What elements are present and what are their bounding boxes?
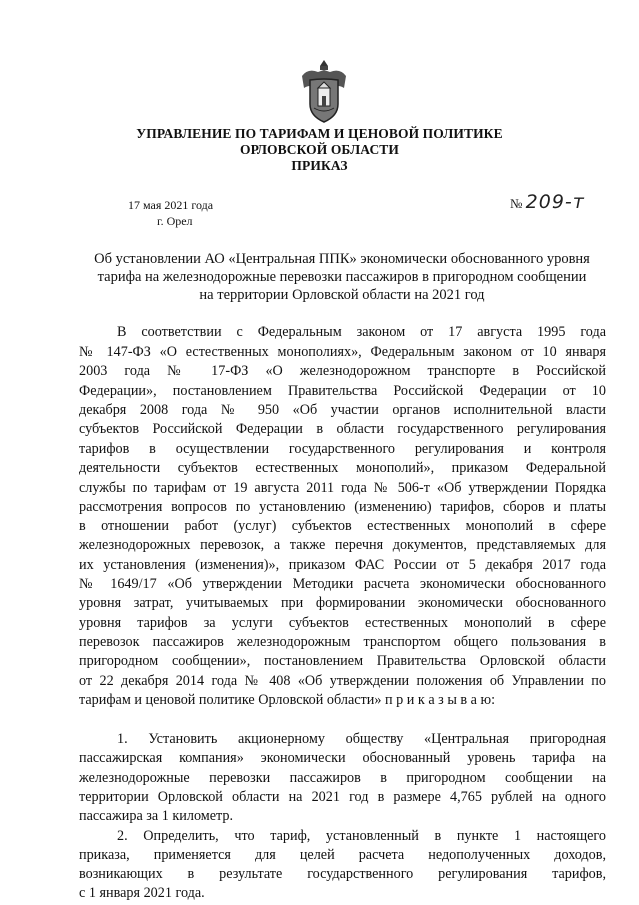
- item2-line: возникающих в результате государственного регулирования тарифов,: [79, 866, 606, 882]
- item1-line: территории Орловской области на 2021 год в размере 4,765 рублей на одного: [79, 789, 606, 805]
- preamble-line: Федерации», постановлением Правительства Российской Федерации от 10: [79, 383, 606, 399]
- preamble-line: декабря 2008 года № 950 «Об участии органов исполнительной власти: [79, 402, 606, 418]
- document-type: ПРИКАЗ: [291, 158, 348, 173]
- issuer-line-2: ОРЛОВСКОЙ ОБЛАСТИ: [239, 142, 400, 157]
- preamble-line: тарифов в осуществлении государственного регулирования и контроля: [79, 441, 606, 457]
- preamble-line: субъектов Российской Федерации в области государственного регулирования: [79, 421, 606, 437]
- item1-line: железнодорожные перевозки пассажиров в пригородном сообщении на: [79, 770, 606, 786]
- item1-line: 1. Установить акционерному обществу «Центральная пригородная: [117, 731, 606, 747]
- preamble-line: уровня затрат, учитываемых при формировании экономически обоснованного: [79, 595, 606, 611]
- preamble-line: их установления (изменения)», приказом ФАС России от 5 декабря 2017 года: [79, 557, 606, 573]
- order-city: г. Орел: [157, 214, 193, 228]
- preamble-line: железнодорожных перевозок, а также перечня документов, представляемых для: [79, 537, 606, 553]
- preamble-line: 2003 года № 17-ФЗ «О железнодорожном транспорте в Российской: [79, 363, 606, 379]
- item1-line: пассажира за 1 километр.: [79, 808, 234, 824]
- preamble-line: уровня тарифов за услуги субъектов естественных монополий в сфере: [79, 615, 606, 631]
- preamble-line: рассмотрения вопросов по установлению (изменению) тарифов, сборов и платы: [79, 499, 606, 515]
- issuer-line-1: УПРАВЛЕНИЕ ПО ТАРИФАМ И ЦЕНОВОЙ ПОЛИТИКЕ: [136, 126, 503, 141]
- preamble-line: деятельности субъектов естественных монополий», приказом Федеральной: [79, 460, 606, 476]
- number-prefix: №: [510, 196, 523, 211]
- preamble-line: тарифам и ценовой политике Орловской области» п р и к а з ы в а ю:: [79, 692, 496, 708]
- preamble-line: в отношении работ (услуг) субъектов естественных монополий в сфере: [79, 518, 606, 534]
- preamble-line: № 147-ФЗ «О естественных монополиях», Федеральным законом от 10 января: [79, 344, 606, 360]
- order-number: [510, 193, 585, 213]
- item2-line: с 1 января 2021 года.: [79, 885, 205, 901]
- order-date: 17 мая 2021 года: [128, 198, 214, 212]
- item1-line: пассажирская компания» экономически обоснованный уровень тарифа на: [79, 750, 606, 766]
- preamble-line: перевозок пассажиров железнодорожным транспортом общего пользования в: [79, 634, 606, 650]
- title-line: Об установлении АО «Центральная ППК» экономически обоснованного уровня: [94, 251, 590, 267]
- preamble-line: службы по тарифам от 19 августа 2011 года № 506-т «Об утверждении Порядка: [79, 480, 606, 496]
- title-line: тарифа на железнодорожные перевозки пассажиров в пригородном сообщении: [97, 269, 587, 285]
- item2-line: приказа, применяется для целей расчета недополученных доходов,: [79, 847, 606, 863]
- preamble-line: № 1649/17 «Об утверждении Методики расчета экономически обоснованного: [79, 576, 606, 592]
- preamble-line: пригородном сообщении», постановлением Правительства Орловской области: [79, 653, 606, 669]
- coat-of-arms-emblem: [298, 58, 350, 124]
- handwritten-number: 209-т: [525, 191, 585, 213]
- title-line: на территории Орловской области на 2021 год: [199, 287, 485, 303]
- preamble-line: В соответствии с Федеральным законом от 17 августа 1995 года: [117, 324, 606, 340]
- preamble-line: от 22 декабря 2014 года № 408 «Об утверждении положения об Управлении по: [79, 673, 606, 689]
- item2-line: 2. Определить, что тариф, установленный в пункте 1 настоящего: [117, 828, 606, 844]
